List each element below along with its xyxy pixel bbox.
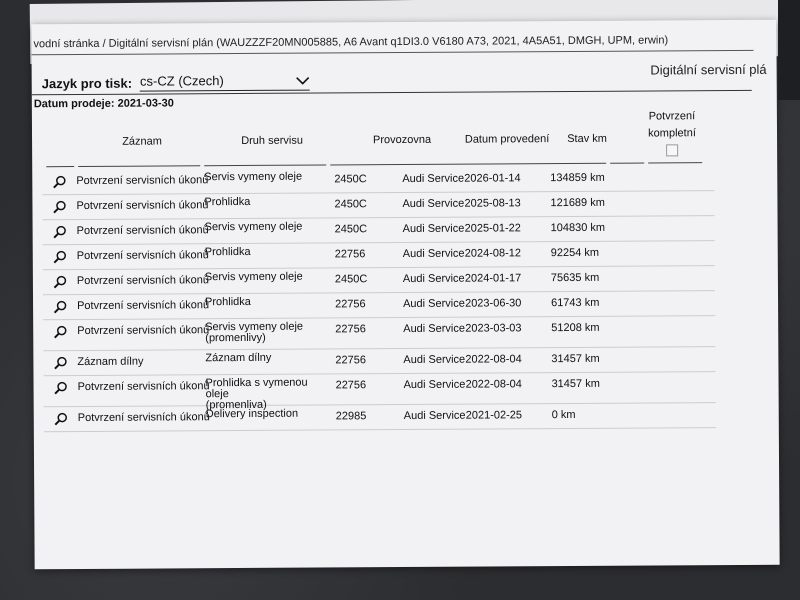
- row-workshop: Audi Service: [403, 409, 466, 423]
- row-record: Záznam dílny: [77, 355, 144, 369]
- row-date: 2025-01-22: [464, 222, 521, 235]
- magnifier-icon[interactable]: [53, 275, 67, 289]
- row-service-text: Prohlidka s vymenou oleje: [205, 376, 308, 401]
- language-label: Jazyk pro tisk:: [41, 75, 133, 91]
- row-record: Potvrzení servisních úkonů: [77, 411, 210, 425]
- row-workshop-code: 2450C: [334, 223, 368, 236]
- row-service: [205, 271, 330, 283]
- row-service-text: Servis vymeny oleje: [205, 320, 304, 334]
- page-title: Digitální servisní plá: [650, 61, 767, 78]
- header-underline: [610, 163, 644, 164]
- column-header-confirm-line2: kompletní: [648, 127, 696, 140]
- row-date: 2024-08-12: [464, 247, 522, 260]
- row-service-text: Prohlidka: [205, 295, 251, 309]
- row-mileage: 75635 km: [550, 271, 600, 285]
- row-workshop-code: 22985: [335, 410, 367, 423]
- row-service: [205, 321, 330, 344]
- header-underline: [204, 164, 326, 166]
- row-mileage: 51208 km: [551, 321, 600, 335]
- row-workshop-code: 2450C: [334, 273, 368, 286]
- row-workshop: Audi Service: [403, 353, 466, 367]
- row-workshop-code: 22756: [334, 248, 366, 261]
- row-record: Potvrzení servisních úkonů: [76, 174, 209, 188]
- sale-date: Datum prodeje: 2021-03-30: [33, 97, 174, 111]
- row-workshop-code: 22756: [335, 379, 367, 392]
- column-header-confirm-line1: Potvrzení: [648, 110, 696, 123]
- row-workshop: Audi Service: [402, 272, 465, 286]
- row-service: [204, 196, 329, 208]
- chevron-down-icon: [296, 75, 310, 85]
- table-header: [42, 108, 712, 168]
- row-record: Potvrzení servisních úkonů: [76, 249, 209, 263]
- row-service: [204, 171, 329, 183]
- row-mileage: 0 km: [551, 408, 576, 422]
- magnifier-icon[interactable]: [53, 325, 67, 339]
- column-header-date: Datum provedení: [464, 133, 550, 146]
- magnifier-icon[interactable]: [52, 175, 66, 189]
- row-mileage: 104830 km: [550, 221, 606, 235]
- row-service: [205, 246, 330, 258]
- row-workshop: Audi Service: [403, 378, 466, 392]
- header-underline: [46, 166, 74, 167]
- column-header-service-type: Druh servisu: [241, 134, 303, 148]
- row-date: 2024-01-17: [464, 272, 522, 285]
- row-service: [206, 408, 331, 420]
- binder-edge: [778, 0, 800, 100]
- row-workshop-code: 22756: [335, 354, 367, 367]
- language-select[interactable]: [140, 73, 310, 92]
- row-mileage: 92254 km: [550, 246, 600, 260]
- row-service-text-extra: (promenlivy): [205, 331, 266, 345]
- row-date: 2022-08-04: [465, 378, 522, 391]
- service-table: [42, 166, 716, 432]
- row-workshop-code: 2450C: [334, 173, 367, 186]
- row-service-text: Prohlidka: [204, 245, 251, 259]
- language-value: cs-CZ (Czech): [139, 73, 224, 89]
- document-page: [31, 20, 779, 570]
- row-service: [205, 221, 330, 233]
- row-service-text: Delivery inspection: [205, 407, 299, 421]
- row-mileage: 134859 km: [550, 171, 605, 185]
- table-row[interactable]: [43, 372, 715, 412]
- language-row: [42, 73, 310, 93]
- row-service-text: Servis vymeny oleje: [204, 270, 303, 284]
- magnifier-icon[interactable]: [53, 225, 67, 239]
- row-record: Potvrzení servisních úkonů: [77, 380, 210, 394]
- magnifier-icon[interactable]: [53, 300, 67, 314]
- magnifier-icon[interactable]: [52, 200, 66, 214]
- row-service-text: Záznam dílny: [205, 351, 272, 365]
- row-service: [205, 296, 330, 308]
- header-underline: [330, 163, 606, 166]
- header-underline: [648, 162, 702, 163]
- row-workshop-code: 22756: [335, 298, 366, 311]
- row-service-text: Servis vymeny oleje: [204, 170, 303, 184]
- row-workshop: Audi Service: [402, 172, 465, 186]
- magnifier-icon[interactable]: [54, 412, 68, 426]
- confirm-all-checkbox[interactable]: [666, 144, 678, 156]
- row-date: 2022-08-04: [465, 353, 522, 366]
- row-record: Potvrzení servisních úkonů: [76, 224, 209, 238]
- header-underline: [78, 165, 200, 167]
- row-workshop-code: 22756: [335, 323, 366, 336]
- row-record: Potvrzení servisních úkonů: [77, 324, 210, 338]
- row-mileage: 31457 km: [551, 352, 600, 366]
- row-service-text-extra: (promenliva): [205, 398, 267, 412]
- row-workshop-code: 2450C: [334, 198, 367, 211]
- row-date: 2023-06-30: [465, 297, 522, 310]
- table-row[interactable]: [43, 316, 715, 351]
- row-workshop: Audi Service: [402, 197, 465, 211]
- row-date: 2026-01-14: [464, 172, 521, 185]
- row-service-text: Prohlidka: [204, 195, 251, 209]
- row-record: Potvrzení servisních úkonů: [77, 299, 210, 313]
- row-date: 2025-08-13: [464, 197, 521, 210]
- row-workshop: Audi Service: [402, 222, 465, 236]
- column-header-workshop: Provozovna: [372, 133, 432, 147]
- row-record: Potvrzení servisních úkonů: [76, 274, 210, 288]
- breadcrumb: vodní stránka / Digitální servisní plán (WAUZZZF20MN005885, A6 Avant q1DI3.0 V6180 A73, 2021, 4A5A51, DMGH, UPM, erwin): [31, 32, 753, 55]
- row-mileage: 61743 km: [551, 296, 600, 310]
- row-date: 2023-03-03: [465, 322, 522, 335]
- row-mileage: 121689 km: [550, 196, 605, 210]
- row-service-text: Servis vymeny oleje: [204, 220, 303, 234]
- row-date: 2021-02-25: [465, 409, 523, 422]
- magnifier-icon[interactable]: [53, 250, 67, 264]
- row-service: [205, 352, 330, 364]
- row-workshop: Audi Service: [403, 297, 465, 311]
- row-workshop: Audi Service: [403, 322, 466, 336]
- magnifier-icon[interactable]: [53, 356, 67, 370]
- row-mileage: 31457 km: [551, 377, 600, 391]
- table-row[interactable]: [44, 403, 716, 432]
- magnifier-icon[interactable]: [54, 381, 68, 395]
- row-record: Potvrzení servisních úkonů: [76, 199, 209, 213]
- column-header-record: Záznam: [122, 135, 162, 148]
- column-header-mileage: Stav km: [567, 132, 607, 146]
- row-workshop: Audi Service: [402, 247, 465, 261]
